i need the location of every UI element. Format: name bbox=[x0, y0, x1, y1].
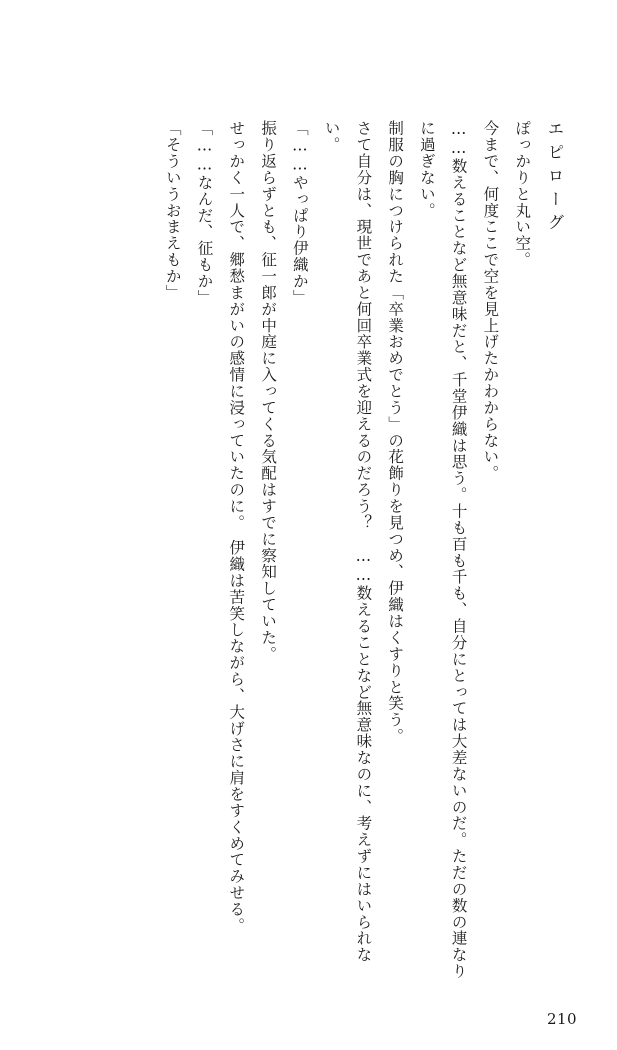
paragraph: さて自分は、現世であと何回卒業式を迎えるのだろう？ ……数えることなど無意味なのに、考えずにはいられない。 bbox=[322, 120, 373, 963]
paragraph: せっかく一人で、郷愁まがいの感情に浸っていたのに。 伊織は苦笑しながら、大げさに肩をすくめてみせる。 bbox=[227, 120, 246, 934]
paragraph: 制服の胸につけられた「卒業おめでとう」の花飾りを見つめ、伊織はくすりと笑う。 bbox=[386, 120, 405, 745]
page-number: 210 bbox=[547, 1010, 577, 1028]
paragraph: 「……なんだ、征もか」 bbox=[195, 120, 214, 306]
page-text-body bbox=[51, 120, 571, 980]
paragraph: 「そういうおまえもか」 bbox=[163, 120, 182, 301]
paragraph: ぽっかりと丸い空。 bbox=[513, 120, 532, 268]
paragraph: 振り返らずとも、征一郎が中庭に入ってくる気配はすでに察知していた。 bbox=[259, 120, 278, 663]
chapter-title: エピローグ bbox=[545, 120, 564, 238]
paragraph: ……数えることなど無意味だと、千堂伊織は思う。十も百も千も、自分にとっては大差ないのだ。ただの数の連なりに過ぎない。 bbox=[417, 120, 468, 980]
paragraph: 今まで、何度ここで空を見上げたかわからない。 bbox=[481, 120, 500, 482]
paragraph: 「……やっぱり伊織か」 bbox=[290, 120, 309, 306]
